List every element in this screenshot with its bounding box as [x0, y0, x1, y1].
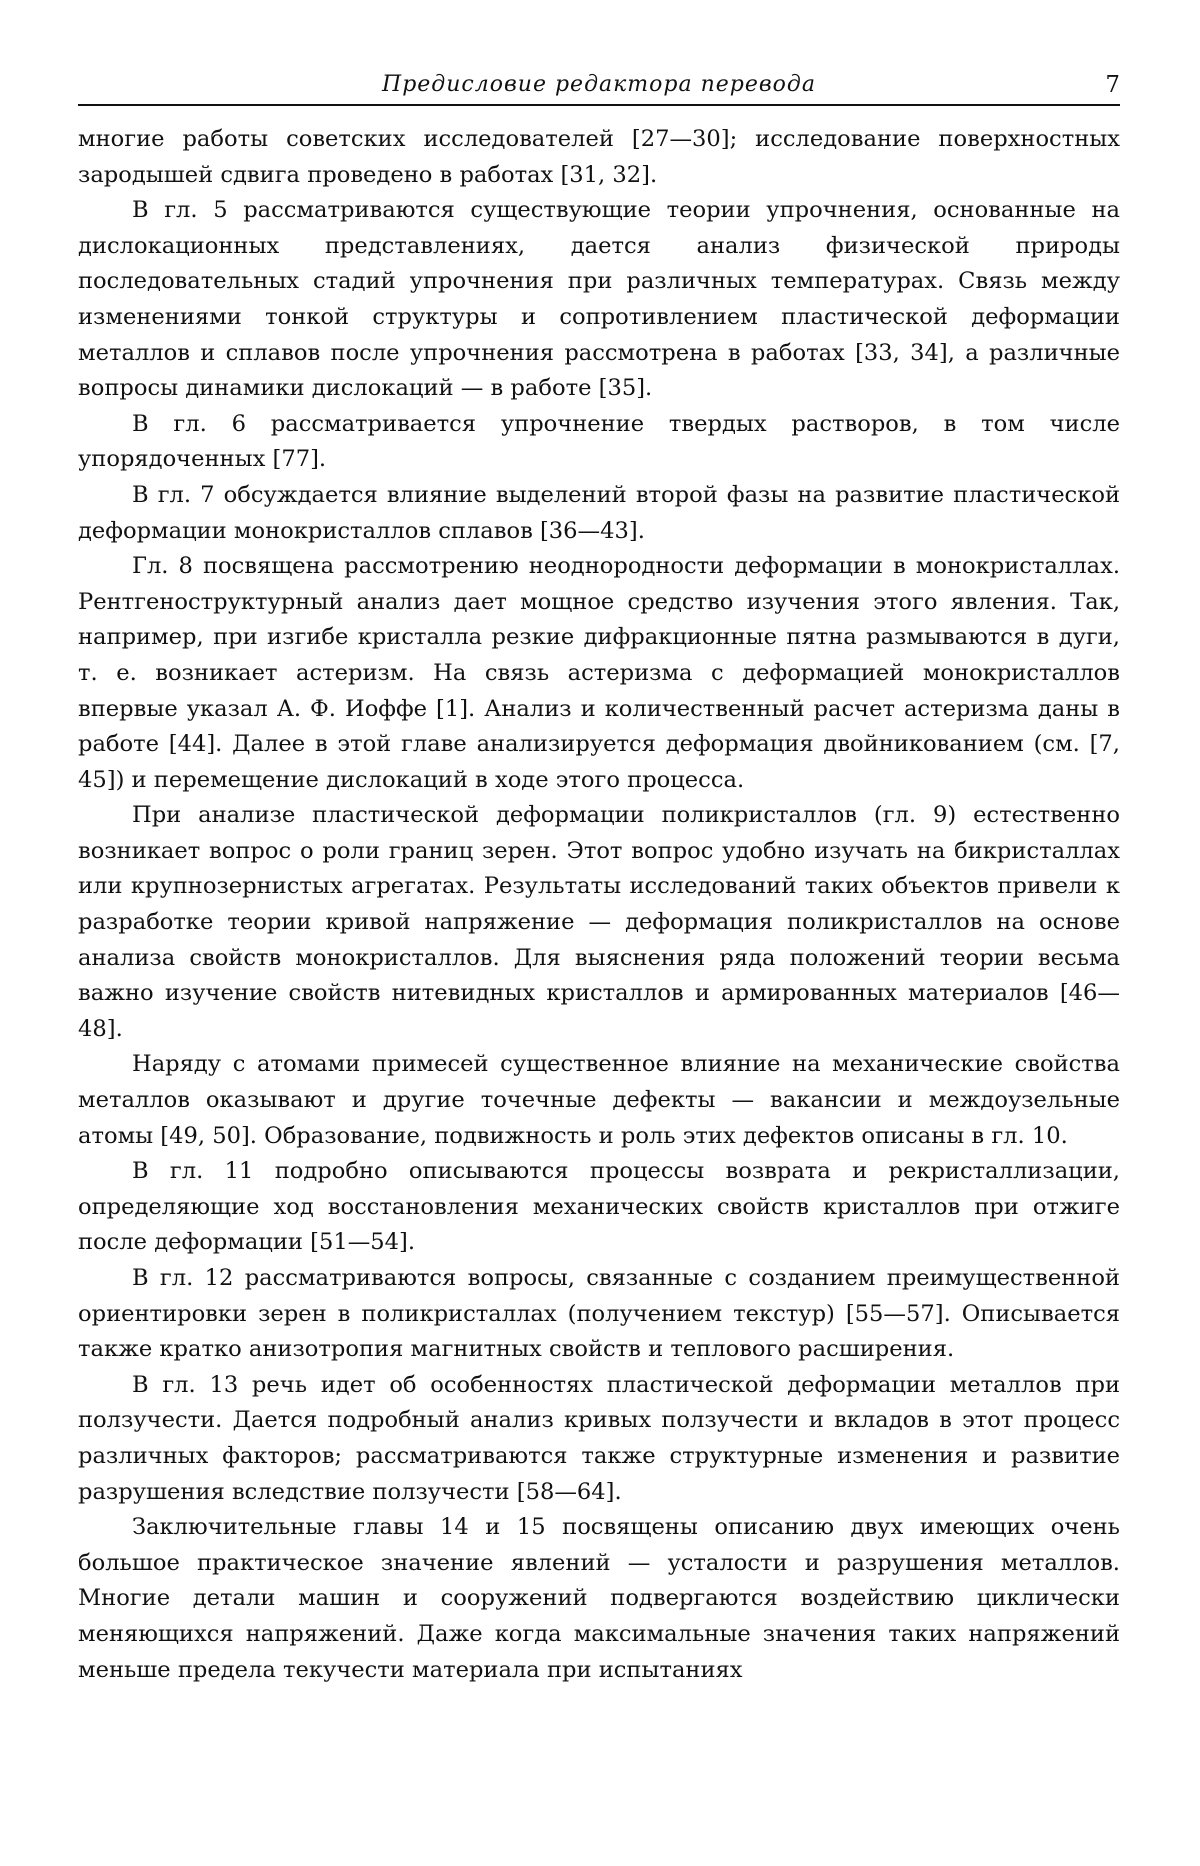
- running-title: Предисловие редактора перевода: [382, 72, 816, 97]
- paragraph: Гл. 8 посвящена рассмотрению неоднородности деформации в монокристаллах. Рентгеноструктурный анализ дает мощное средство изучения этого явления. Так, например, при изгибе кристалла резкие дифракционные пятна размываются в дуги, т. е. возникает астеризм. На связь астеризма с деформацией монокристаллов впервые указал А. Ф. Иоффе [1]. Анализ и количественный расчет астеризма даны в работе [44]. Далее в этой главе анализируется деформация двойникованием (см. [7, 45]) и перемещение дислокаций в ходе этого процесса.: [78, 553, 1120, 793]
- paragraph: многие работы советских исследователей [27—30]; исследование поверхностных зародышей сдвига проведено в работах [31, 32].: [78, 126, 1120, 188]
- paragraph: В гл. 5 рассматриваются существующие теории упрочнения, основанные на дислокационных представлениях, дается анализ физической природы последовательных стадий упрочнения при различных температурах. Связь между изменениями тонкой структуры и сопротивлением пластической деформации металлов и сплавов после упрочнения рассмотрена в работах [33, 34], а различные вопросы динамики дислокаций — в работе [35].: [78, 197, 1120, 402]
- body-text: [78, 122, 1120, 1688]
- paragraph: В гл. 6 рассматривается упрочнение твердых растворов, в том числе упорядоченных [77].: [78, 410, 1120, 473]
- paragraph: В гл. 12 рассматриваются вопросы, связанные с созданием преимущественной ориентировки зерен в поликристаллах (получением текстур) [55—57]. Описывается также кратко анизотропия магнитных свойств и теплового расширения.: [78, 1265, 1120, 1363]
- paragraph: Наряду с атомами примесей существенное влияние на механические свойства металлов оказывают и другие точечные дефекты — вакансии и междоузельные атомы [49, 50]. Образование, подвижность и роль этих дефектов описаны в гл. 10.: [78, 1051, 1120, 1149]
- paragraph: В гл. 13 речь идет об особенностях пластической деформации металлов при ползучести. Дается подробный анализ кривых ползучести и вкладов в этот процесс различных факторов; рассматриваются также структурные изменения и развитие разрушения вследствие ползучести [58—64].: [78, 1371, 1120, 1505]
- paragraph: Заключительные главы 14 и 15 посвящены описанию двух имеющих очень большое практическое значение явлений — усталости и разрушения металлов. Многие детали машин и сооружений подвергаются воздействию циклически меняющихся напряжений. Даже когда максимальные значения таких напряжений меньше предела текучести материала при испытаниях: [78, 1514, 1120, 1683]
- book-page: [78, 70, 1120, 1830]
- running-head: [78, 70, 1120, 106]
- page-number: 7: [1105, 72, 1120, 98]
- paragraph: В гл. 7 обсуждается влияние выделений второй фазы на развитие пластической деформации монокристаллов сплавов [36—43].: [78, 481, 1120, 544]
- paragraph: В гл. 11 подробно описываются процессы возврата и рекристаллизации, определяющие ход восстановления механических свойств кристаллов при отжиге после деформации [51—54].: [78, 1158, 1120, 1256]
- paragraph: При анализе пластической деформации поликристаллов (гл. 9) естественно возникает вопрос о роли границ зерен. Этот вопрос удобно изучать на бикристаллах или крупнозернистых агрегатах. Результаты исследований таких объектов привели к разработке теории кривой напряжение — деформация поликристаллов на основе анализа свойств монокристаллов. Для выяснения ряда положений теории весьма важно изучение свойств нитевидных кристаллов и армированных материалов [46—48].: [78, 802, 1120, 1042]
